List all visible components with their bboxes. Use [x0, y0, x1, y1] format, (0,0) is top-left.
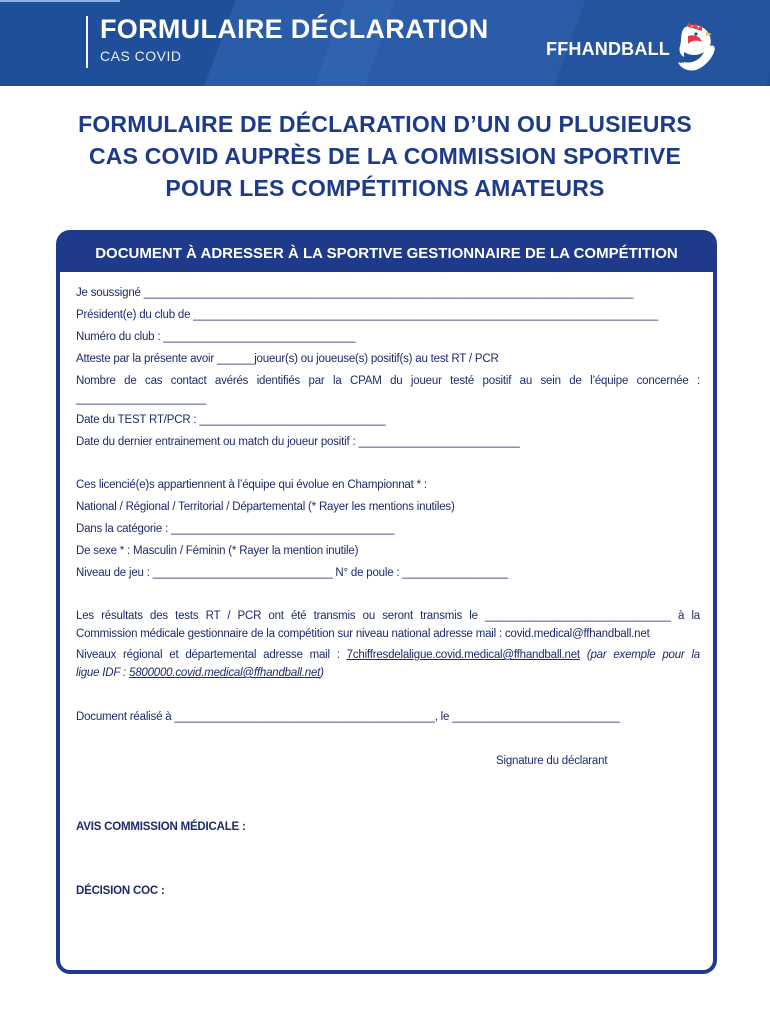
ligue-idf-email-link[interactable]: 5800000.covid.medical@ffhandball.net: [129, 667, 321, 679]
ligue-idf-label: ligue IDF :: [76, 667, 129, 679]
page-title: [40, 108, 730, 204]
form-box: [56, 230, 717, 974]
ligue-idf-text: [76, 666, 324, 680]
licencies-text: Ces licencié(e)s appartiennent à l’équipe qui évolue en Championnat * :: [76, 479, 427, 491]
field-categorie[interactable]: Dans la catégorie : ____________________________________: [76, 523, 395, 535]
niveaux-example: (par exemple pour la: [579, 649, 700, 661]
signature-label: Signature du déclarant: [496, 755, 608, 767]
banner-divider: [86, 16, 88, 68]
niveaux-text: [76, 648, 700, 662]
niveaux-label: Niveaux régional et départemental adresse mail :: [76, 649, 347, 661]
field-president-club[interactable]: Président(e) du club de ___________________________________________________________________________: [76, 309, 658, 321]
header-title: FORMULAIRE DÉCLARATION: [100, 14, 489, 44]
field-date-dernier-match[interactable]: Date du dernier entrainement ou match du joueur positif : __________________________: [76, 436, 520, 448]
form-box-header: DOCUMENT À ADRESSER À LA SPORTIVE GESTIONNAIRE DE LA COMPÉTITION: [60, 234, 713, 272]
decision-coc-label: DÉCISION COC :: [76, 885, 165, 897]
page-title-line: POUR LES COMPÉTITIONS AMATEURS: [165, 175, 605, 201]
commission-text: Commission médicale gestionnaire de la compétition sur niveau national adresse mail : covid.medical@ffhandball.net: [76, 628, 650, 640]
brand-name: FFHANDBALL: [546, 39, 670, 59]
resultats-text: Les résultats des tests RT / PCR ont été transmis ou seront transmis le ______________________________ à la: [76, 610, 700, 622]
field-document-lieu-date[interactable]: Document réalisé à __________________________________________, le ___________________________: [76, 711, 620, 723]
ligue-idf-suffix: ): [320, 667, 324, 679]
field-cas-contact[interactable]: _____________________: [76, 393, 207, 405]
field-soussigne[interactable]: Je soussigné _______________________________________________________________________________: [76, 287, 634, 299]
header-subtitle: CAS COVID: [100, 48, 182, 64]
header-banner: [0, 0, 770, 86]
field-numero-club[interactable]: Numéro du club : _______________________________: [76, 331, 356, 343]
field-atteste[interactable]: Atteste par la présente avoir ______joueur(s) ou joueuse(s) positif(s) au test RT / PCR: [76, 353, 499, 365]
avis-commission-label: AVIS COMMISSION MÉDICALE :: [76, 821, 246, 833]
page-title-line: CAS COVID AUPRÈS DE LA COMMISSION SPORTIVE: [89, 143, 681, 169]
banner-accent-line: [0, 0, 120, 2]
ligue-email-link[interactable]: 7chiffresdelaligue.covid.medical@ffhandball.net: [346, 649, 580, 661]
field-niveau-championnat[interactable]: National / Régional / Territorial / Départemental (* Rayer les mentions inutiles): [76, 501, 455, 513]
rooster-logo-icon: [670, 22, 718, 74]
page-title-line: FORMULAIRE DE DÉCLARATION D’UN OU PLUSIEURS: [78, 111, 692, 137]
field-niveau-poule[interactable]: Niveau de jeu : _____________________________ N° de poule : _________________: [76, 567, 508, 579]
field-cas-contact-label: Nombre de cas contact avérés identifiés par la CPAM du joueur testé positif au sein de l’équipe concernée :: [76, 375, 700, 387]
field-date-test[interactable]: Date du TEST RT/PCR : ______________________________: [76, 414, 386, 426]
field-sexe[interactable]: De sexe * : Masculin / Féminin (* Rayer la mention inutile): [76, 545, 359, 557]
